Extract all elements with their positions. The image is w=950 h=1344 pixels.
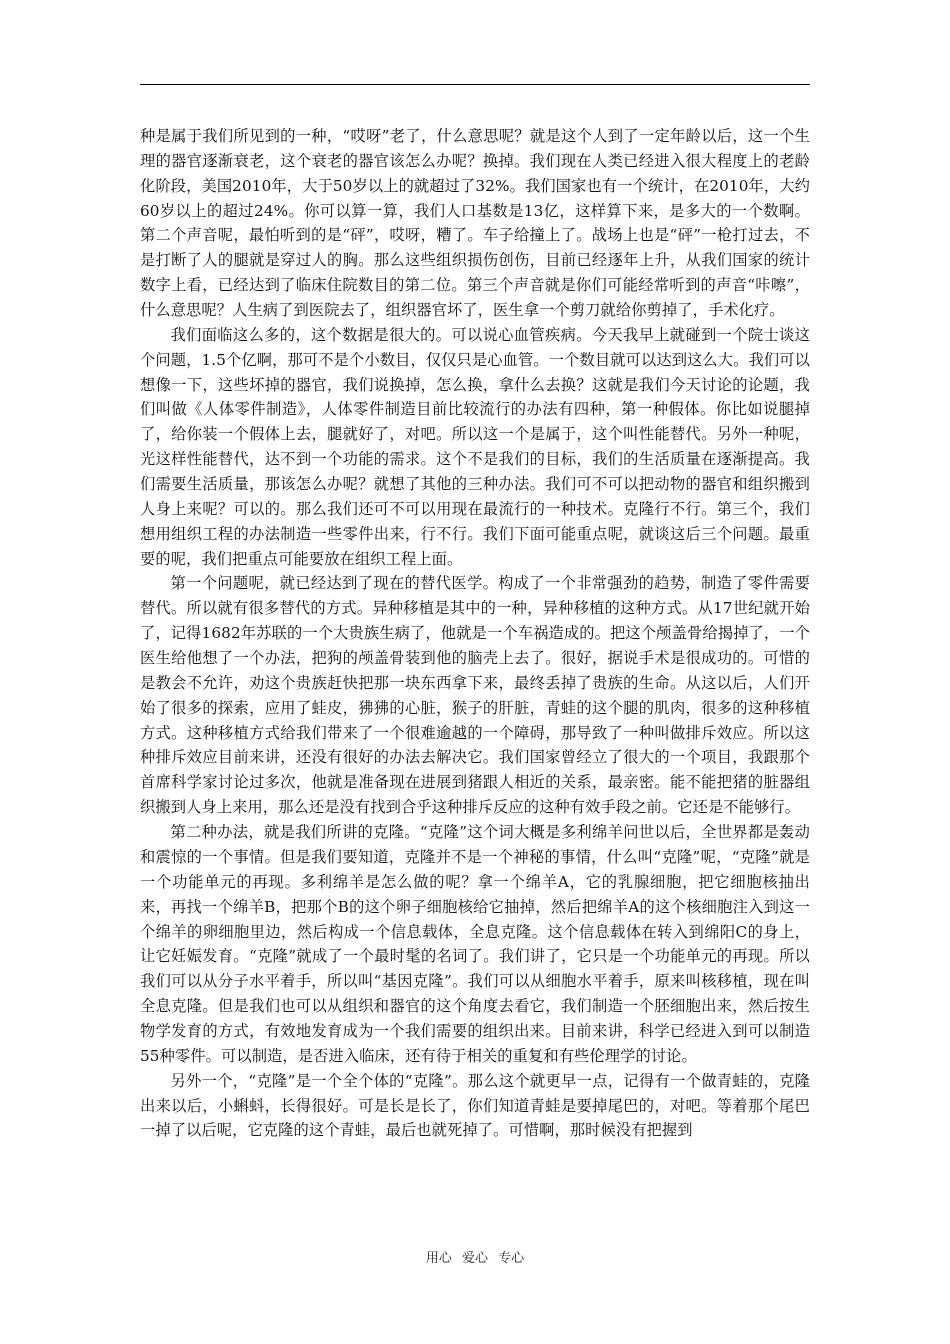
paragraph-2: 我们面临这么多的，这个数据是很大的。可以说心血管疾病。今天我早上就碰到一个院士谈这个问题，1.5个亿啊，那可不是个小数目，仅仅只是心血管。一个数目就可以达到这么大。我们可以想像一下，这些坏掉的器官，我们说换掉，怎么换，拿什么去换？这就是我们今天讨论的论题，我们叫做《人体零件制造》，人体零件制造目前比较流行的办法有四种，第一种假体。你比如说腿掉了，给你装一个假体上去，腿就好了，对吧。所以这一个是属于，这个叫性能替代。另外一种呢，光这样性能替代，达不到一个功能的需求。这个不是我们的目标，我们的生活质量在逐渐提高。我们需要生活质量，那该怎么办呢？就想了其他的三种办法。我们可不可以把动物的器官和组织搬到人身上来呢？可以的。那么我们还可不可以用现在最流行的一种技术。克隆行不行。第三个，我们想用组织工程的办法制造一些零件出来，行不行。我们下面可能重点呢，就谈这后三个问题。最重要的呢，我们把重点可能要放在组织工程上面。: [140, 325, 810, 568]
page-footer: 用心 爱心 专心: [425, 1251, 525, 1266]
paragraph-1: 种是属于我们所见到的一种，“哎呀”老了，什么意思呢？就是这个人到了一定年龄以后，这一个生理的器官逐渐衰老，这个衰老的器官该怎么办呢？换掉。我们现在人类已经进入很大程度上的老龄化阶段，美国2010年，大于50岁以上的就超过了32%。我们国家也有一个统计，在2010年，大约60岁以上的超过24%。你可以算一算，我们人口基数是13亿，这样算下来，是多大的一个数啊。第二个声音呢，最怕听到的是“砰”，哎呀，糟了。车子给撞上了。战场上也是“砰”一枪打过去，不是打断了人的腿就是穿过人的胸。那么这些组织损伤创伤，目前已经逐年上升，从我们国家的统计数字上看，已经达到了临床住院数目的第二位。第三个声音就是你们可能经常听到的声音“咔嚓”，什么意思呢？人生病了到医院去了，组织器官坏了，医生拿一个剪刀就给你剪掉了，手术化疗。: [140, 127, 810, 320]
body-text: [140, 124, 810, 1143]
paragraph-5: 另外一个，“克隆”是一个全个体的“克隆”。那么这个就更早一点，记得有一个做青蛙的，克隆出来以后，小蝌蚪，长得很好。可是长是长了，你们知道青蛙是要掉尾巴的，对吧。等着那个尾巴一掉了以后呢，它克隆的这个青蛙，最后也就死掉了。可惜啊，那时候没有把握到: [140, 1071, 810, 1140]
paragraph-3: 第一个问题呢，就已经达到了现在的替代医学。构成了一个非常强劲的趋势，制造了零件需要替代。所以就有很多替代的方式。异种移植是其中的一种，异种移植的这种方式。从17世纪就开始了，记得1682年苏联的一个大贵族生病了，他就是一个车祸造成的。把这个颅盖骨给揭掉了，一个医生给他想了一个办法，把狗的颅盖骨装到他的脑壳上去了。很好，据说手术是很成功的。可惜的是教会不允许，劝这个贵族赶快把那一块东西拿下来，最终丢掉了贵族的生命。从这以后，人们开始了很多的探索，应用了蛙皮，狒狒的心脏，猴子的肝脏，青蛙的这个腿的肌肉，很多的这种移植方式。这种移植方式给我们带来了一个很难逾越的一个障碍，那导致了一种叫做排斥效应。所以这种排斥效应目前来讲，还没有很好的办法去解决它。我们国家曾经立了很大的一个项目，我跟那个首席科学家讨论过多次，他就是准备现在进展到猪跟人相近的关系，最亲密。能不能把猪的脏器组织搬到人身上来用，那么还是没有找到合乎这种排斥反应的这种有效手段之前。它还是不能够行。: [140, 574, 810, 817]
header-rule: [140, 84, 810, 85]
paragraph-4: 第二种办法，就是我们所讲的克隆。“克隆”这个词大概是多利绵羊问世以后，全世界都是轰动和震惊的一个事情。但是我们要知道，克隆并不是一个神秘的事情，什么叫“克隆”呢，“克隆”就是一个功能单元的再现。多利绵羊是怎么做的呢？拿一个绵羊A，它的乳腺细胞，把它细胞核抽出来，再找一个绵羊B，把那个B的这个卵子细胞核给它抽掉，然后把绵羊A的这个核细胞注入到这一个绵羊的卵细胞里边，然后构成一个信息载体，全息克隆。这个信息载体在转入到绵阳C的身上，让它妊娠发育。“克隆”就成了一个最时髦的名词了。我们讲了，它只是一个功能单元的再现。所以我们可以从分子水平着手，所以叫“基因克隆”。我们可以从细胞水平着手，原来叫核移植，现在叫全息克隆。但是我们也可以从组织和器官的这个角度去看它，我们制造一个胚细胞出来，然后按生物学发育的方式，有效地发育成为一个我们需要的组织出来。目前来讲，科学已经进入到可以制造55种零件。可以制造，是否进入临床，还有待于相关的重复和有些伦理学的讨论。: [140, 823, 810, 1065]
